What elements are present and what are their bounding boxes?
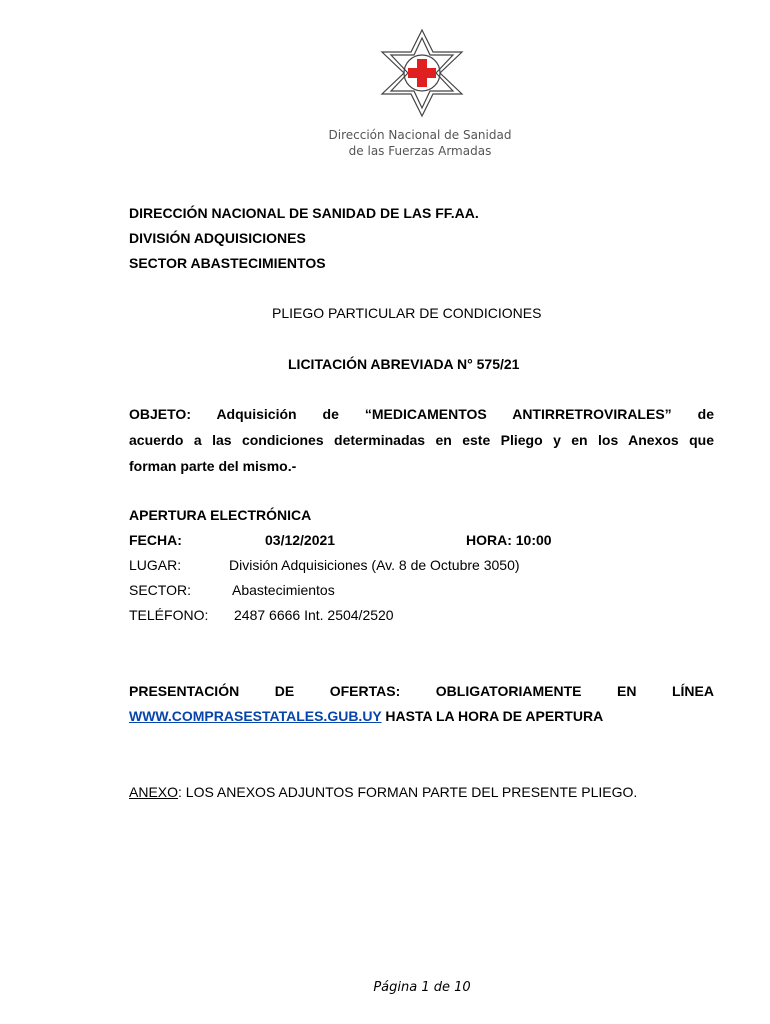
document-title: PLIEGO PARTICULAR DE CONDICIONES [272, 305, 542, 321]
org-name-line2: de las Fuerzas Armadas [348, 144, 492, 158]
fecha-label: FECHA: [129, 532, 182, 548]
objeto-line1: OBJETO: Adquisición de “MEDICAMENTOS ANTIRRETROVIRALES” de [129, 406, 714, 422]
presentacion-word: OBLIGATORIAMENTE [435, 683, 582, 699]
sector-label: SECTOR: [129, 582, 191, 598]
objeto-line3: forman parte del mismo.- [129, 458, 297, 474]
lugar-label: LUGAR: [129, 557, 182, 573]
org-name-line1: Dirección Nacional de Sanidad [328, 128, 512, 142]
telefono-label: TELÉFONO: [129, 607, 209, 623]
presentacion-word: PRESENTACIÓN [129, 683, 240, 699]
hora-value: HORA: 10:00 [466, 532, 552, 548]
sector-value: Abastecimientos [232, 582, 335, 598]
page-number-footer: Página 1 de 10 [373, 980, 471, 995]
document-subtitle: LICITACIÓN ABREVIADA N° 575/21 [288, 356, 520, 372]
presentacion-word: LÍNEA [671, 683, 714, 699]
header-line3: SECTOR ABASTECIMIENTOS [129, 255, 326, 271]
header-line1: DIRECCIÓN NACIONAL DE SANIDAD DE LAS FF.AA. [129, 205, 479, 221]
presentacion-line2 [129, 708, 603, 724]
telefono-value: 2487 6666 Int. 2504/2520 [234, 607, 394, 623]
emblem-logo-icon [374, 28, 470, 118]
presentacion-rest: HASTA LA HORA DE APERTURA [381, 708, 604, 724]
apertura-heading: APERTURA ELECTRÓNICA [129, 507, 312, 523]
anexo-text: : LOS ANEXOS ADJUNTOS FORMAN PARTE DEL PRESENTE PLIEGO. [178, 784, 638, 800]
compras-estatales-link[interactable]: WWW.COMPRASESTATALES.GUB.UY [129, 708, 382, 724]
header-line2: DIVISIÓN ADQUISICIONES [129, 230, 306, 246]
lugar-value: División Adquisiciones (Av. 8 de Octubre 3050) [229, 557, 520, 573]
presentacion-word: EN [617, 683, 637, 699]
objeto-line2: acuerdo a las condiciones determinadas en este Pliego y en los Anexos que [129, 432, 714, 448]
anexo-paragraph [129, 784, 637, 800]
fecha-value: 03/12/2021 [265, 532, 336, 548]
presentacion-word: DE [274, 683, 295, 699]
anexo-label: ANEXO [129, 784, 179, 800]
presentacion-word: OFERTAS: [329, 683, 401, 699]
presentacion-line1 [129, 683, 714, 699]
